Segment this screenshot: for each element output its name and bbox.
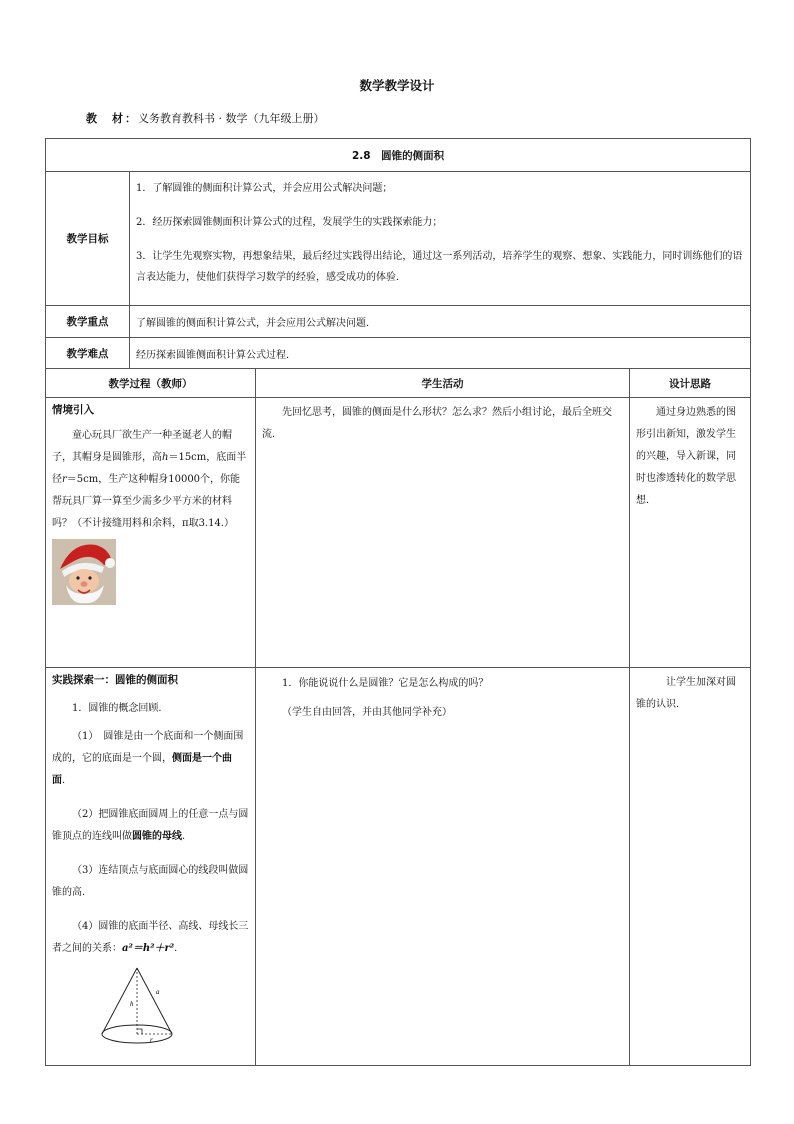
goal-item: 3．让学生先观察实物，再想象结果，最后经过实践得出结论，通过这一系列活动，培养学生的观察、想象、实践能力，同时训练他们的语言表达能力，使他们获得学习数学的经验，感受成功的体验． — [136, 251, 743, 283]
intro-cell — [46, 398, 256, 668]
cone-label-h: h — [130, 1000, 134, 1008]
explore-cell — [46, 668, 256, 1066]
cone-diagram — [92, 964, 249, 1054]
explore-p4: （4）圆锥的底面半径、高线、母线长三者之间的关系：a²＝h²＋r²． — [52, 921, 249, 954]
goals-content — [130, 172, 751, 306]
column-process: 教学过程（教师） — [46, 369, 256, 398]
explore-title: 实践探索一：圆锥的侧面积 — [52, 674, 178, 686]
lesson-table — [45, 138, 751, 1066]
cone-label-r: r — [150, 1036, 153, 1044]
intro-design-cell — [630, 398, 751, 668]
key-point-label: 教学重点 — [46, 306, 130, 338]
intro-design-text: 通过身边熟悉的图形引出新知，激发学生的兴趣，导入新课，同时也渗透转化的数学思想． — [636, 407, 736, 506]
explore-student-cell — [256, 668, 630, 1066]
goal-item: 1．了解圆锥的侧面积计算公式，并会应用公式解决问题； — [136, 183, 393, 194]
goal-item: 2．经历探索圆锥侧面积计算公式的过程，发展学生的实践探索能力； — [136, 217, 443, 228]
cone-label-a: a — [156, 988, 160, 996]
material-line — [86, 110, 325, 126]
column-design: 设计思路 — [630, 369, 751, 398]
column-student: 学生活动 — [256, 369, 630, 398]
explore-design-cell — [630, 668, 751, 1066]
explore-p1: （1） 圆锥是由一个底面和一个侧面围成的，它的底面是一个圆，侧面是一个曲面． — [52, 731, 244, 786]
material-label: 教 材： — [86, 112, 138, 125]
intro-student-cell — [256, 398, 630, 668]
key-point-text: 了解圆锥的侧面积计算公式，并会应用公式解决问题． — [130, 306, 751, 338]
difficulty-text: 经历探索圆锥侧面积计算公式过程． — [130, 338, 751, 369]
explore-item1: 1．圆锥的概念回顾． — [72, 703, 169, 714]
santa-claus-image — [52, 539, 116, 605]
explore-p2: （2）把圆锥底面圆周上的任意一点与圆锥顶点的连线叫做圆锥的母线． — [52, 809, 249, 842]
explore-design-text: 让学生加深对圆锥的认识． — [636, 677, 736, 710]
explore-student-note: （学生自由回答，并由其他同学补充） — [282, 707, 452, 718]
material-value: 义务教育教科书 · 数学（九年级上册） — [138, 112, 325, 125]
explore-p3: （3）连结顶点与底面圆心的线段叫做圆锥的高． — [52, 865, 249, 898]
explore-student-question: 1．你能说说什么是圆锥？它是怎么构成的吗？ — [282, 678, 489, 689]
goals-label: 教学目标 — [46, 172, 130, 306]
difficulty-label: 教学难点 — [46, 338, 130, 369]
lesson-title: 2.8 圆锥的侧面积 — [46, 139, 751, 172]
page-title: 数学教学设计 — [359, 78, 435, 93]
intro-student-text: 先回忆思考，圆锥的侧面是什么形状？怎么求？然后小组讨论，最后全班交流． — [262, 407, 612, 440]
intro-text: 童心玩具厂欲生产一种圣诞老人的帽子，其帽身是圆锥形，高h＝15cm，底面半径r＝5cm，生产这种帽身10000个，你能帮玩具厂算一算至少需多少平方米的材料吗？（不计接缝用料和余料，π取3.14.） — [52, 430, 247, 529]
intro-title: 情境引入 — [52, 404, 94, 416]
